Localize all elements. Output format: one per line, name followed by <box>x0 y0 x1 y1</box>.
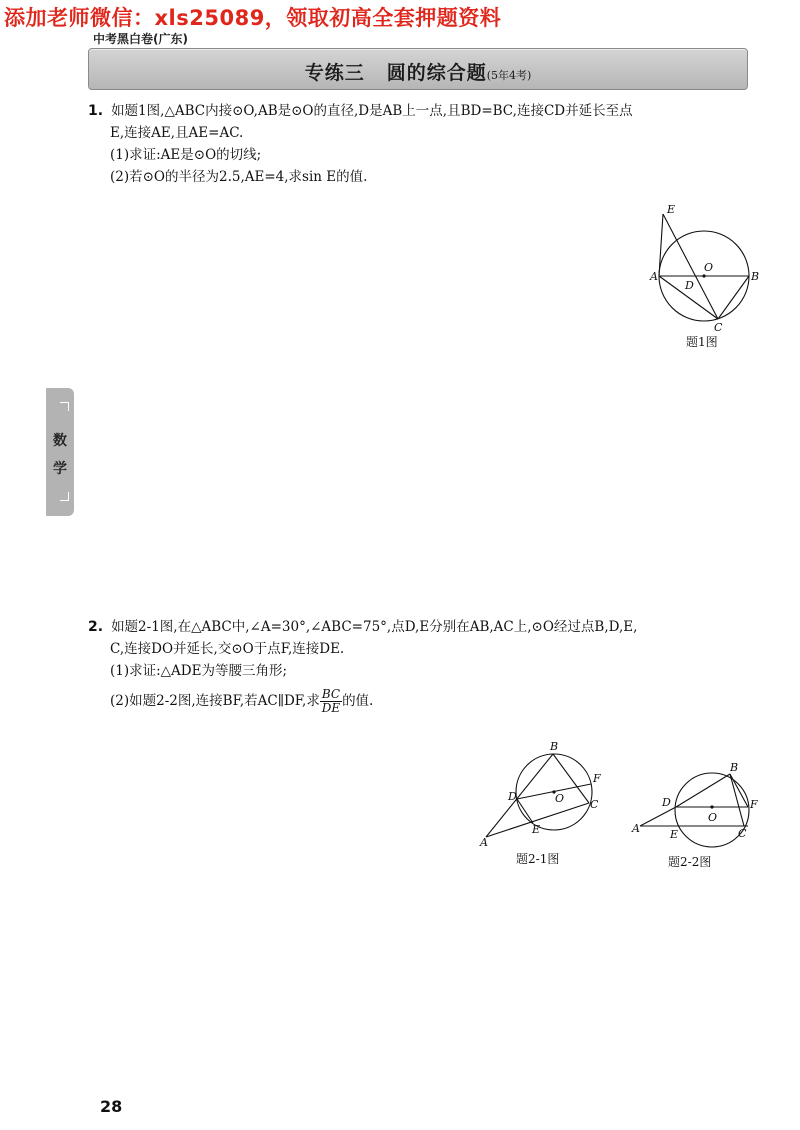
segment-bf <box>730 774 748 807</box>
question-2 <box>88 616 637 715</box>
subject-tab <box>46 388 74 516</box>
book-title: 中考黑白卷(广东) <box>93 32 188 46</box>
segment-db <box>676 774 730 807</box>
label-e: E <box>670 828 679 841</box>
question-part-1: (1)求证:AE是⊙O的切线; <box>110 147 262 163</box>
question-number: 1. <box>88 103 104 119</box>
label-e: E <box>532 823 541 836</box>
label-a: A <box>480 836 488 848</box>
figure-2-1 <box>478 738 608 852</box>
label-c: C <box>714 321 723 334</box>
question-part-2 <box>88 688 637 715</box>
label-a: A <box>650 270 658 283</box>
center-point <box>710 805 713 808</box>
section-note: (5年4考) <box>486 69 532 82</box>
question-text: 如题2-1图,在△ABC中,∠A=30°,∠ABC=75°,点D,E分别在AB,AC上,⊙O经过点B,D,E, <box>111 619 638 635</box>
segment-bc <box>730 774 744 826</box>
question-part-2-tail: 的值. <box>342 693 374 709</box>
label-o: O <box>708 811 718 824</box>
question-text: 如题1图,△ABC内接⊙O,AB是⊙O的直径,D是AB上一点,且BD=BC,连接CD并延长至点 <box>111 103 633 119</box>
question-text: E,连接AE,且AE=AC. <box>110 125 244 141</box>
figure-1-caption: 题1图 <box>686 335 718 349</box>
label-c: C <box>738 827 747 840</box>
section-title <box>89 58 747 85</box>
segment-de <box>517 799 533 823</box>
question-part-2: (2)若⊙O的半径为2.5,AE=4,求sin E的值. <box>110 169 368 185</box>
question-1 <box>88 100 633 188</box>
label-a: A <box>632 822 640 835</box>
label-d: D <box>662 796 671 809</box>
figure-2-2-caption: 题2-2图 <box>668 855 712 869</box>
figure-1 <box>648 200 760 339</box>
label-e: E <box>667 203 676 216</box>
question-number: 2. <box>88 619 104 635</box>
figure-2-1-caption: 题2-1图 <box>516 852 560 866</box>
fraction-numerator: BC <box>321 687 341 701</box>
center-point <box>702 274 705 277</box>
label-d: D <box>508 790 517 803</box>
label-b: B <box>550 740 559 753</box>
tab-corner-mark <box>60 492 69 501</box>
question-text: C,连接DO并延长,交⊙O于点F,连接DE. <box>110 641 345 657</box>
page-number: 28 <box>100 1097 123 1116</box>
question-part-1: (1)求证:△ADE为等腰三角形; <box>110 663 288 679</box>
label-f: F <box>750 798 758 811</box>
segment-ad <box>640 807 676 826</box>
label-o: O <box>704 261 714 274</box>
segment-bc <box>718 276 749 319</box>
label-f: F <box>593 772 601 785</box>
segment-ab <box>486 754 553 837</box>
tab-corner-mark <box>60 402 69 411</box>
watermark-text: 添加老师微信：xls25089，领取初高全套押题资料 <box>4 6 502 30</box>
label-b: B <box>751 270 760 283</box>
section-label: 专练三 <box>304 62 365 84</box>
fraction-denominator: DE <box>321 701 341 715</box>
label-o: O <box>555 792 565 805</box>
label-d: D <box>685 279 694 292</box>
subject-char-1: 数 <box>53 433 67 449</box>
label-c: C <box>590 798 599 811</box>
question-part-2-text: (2)如题2-2图,连接BF,若AC∥DF,求 <box>110 693 320 709</box>
section-banner <box>88 48 748 90</box>
label-b: B <box>730 761 739 774</box>
subject-char-2: 学 <box>53 461 67 477</box>
figure-2-2 <box>630 760 760 854</box>
segment-ae <box>659 214 663 276</box>
section-topic: 圆的综合题 <box>386 62 487 84</box>
fraction <box>320 688 342 715</box>
